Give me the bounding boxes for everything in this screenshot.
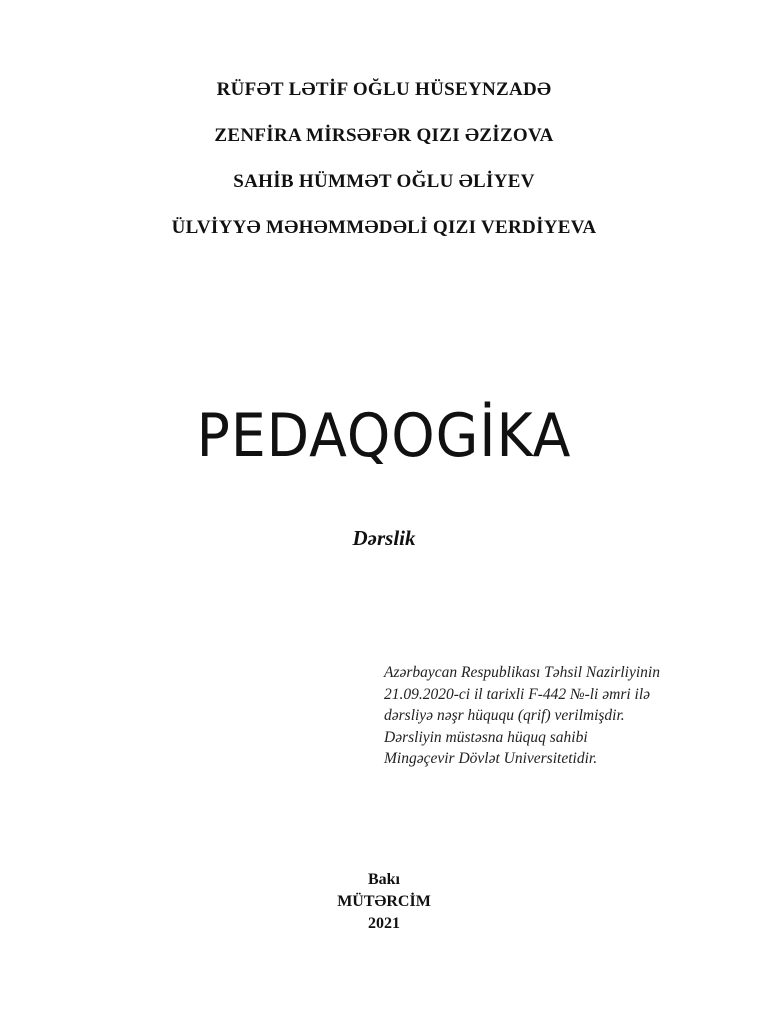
approval-note xyxy=(384,662,744,770)
approval-line-2: 21.09.2020-ci il tarixli F-442 №-li əmri ilə xyxy=(384,685,651,703)
author-list xyxy=(0,78,768,262)
author-name-3: SAHİB HÜMMƏT OĞLU ƏLİYEV xyxy=(233,171,535,192)
book-title: PEDAQOGİKA xyxy=(196,401,572,471)
book-subtitle: Dərslik xyxy=(352,526,416,550)
author-name-1: RÜFƏT LƏTİF OĞLU HÜSEYNZADƏ xyxy=(216,79,552,100)
approval-line-3: dərsliyə nəşr hüququ (qrif) verilmişdir. xyxy=(384,707,625,724)
approval-line-5: Mingəçevir Dövlət Universitetidir. xyxy=(384,750,598,767)
imprint-publisher: MÜTƏRCİM xyxy=(337,893,431,910)
author-name-2: ZENFİRA MİRSƏFƏR QIZI ƏZİZOVA xyxy=(214,125,554,146)
approval-line-1: Azərbaycan Respublikası Təhsil Nazirliyinin xyxy=(384,664,660,681)
approval-line-4: Dərsliyin müstəsna hüquq sahibi xyxy=(384,728,588,746)
imprint-city: Bakı xyxy=(367,871,400,888)
author-name-4: ÜLVİYYƏ MƏHƏMMƏDƏLİ QIZI VERDİYEVA xyxy=(171,217,597,238)
publisher-imprint xyxy=(0,869,768,935)
imprint-year: 2021 xyxy=(368,915,400,932)
